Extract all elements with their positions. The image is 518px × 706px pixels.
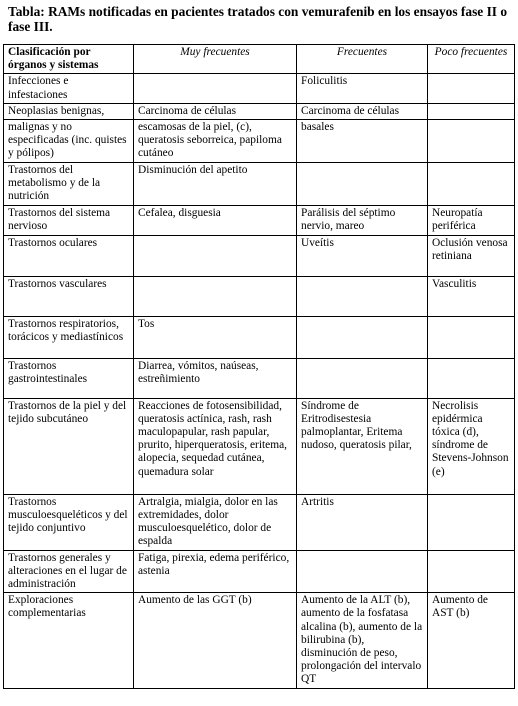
cell-muy-frecuentes: Carcinoma de células: [134, 103, 297, 119]
cell-muy-frecuentes: [134, 235, 297, 276]
table-row: [4, 550, 515, 593]
cell-soc: Trastornos oculares: [4, 235, 134, 276]
cell-frecuentes: Aumento de la ALT (b), aumento de la fosfatasa alcalina (b), aumento de la bilirubina (b), disminución de peso, prolongación del intervalo QT: [297, 593, 428, 689]
cell-muy-frecuentes: Reacciones de fotosensibilidad, queratosis actínica, rash, rash maculopapular, rash papular, prurito, hiperqueratosis, eritema, alopecia, sequedad cutánea, quemadura solar: [134, 398, 297, 494]
cell-soc: Exploraciones complementarias: [4, 593, 134, 689]
cell-soc: Trastornos vasculares: [4, 276, 134, 316]
cell-muy-frecuentes: Disminución del apetito: [134, 163, 297, 206]
table-row: [4, 163, 515, 206]
cell-frecuentes: [297, 550, 428, 593]
cell-muy-frecuentes: Fatiga, pirexia, edema periférico, astenia: [134, 550, 297, 593]
cell-poco-frecuentes: [428, 74, 515, 103]
cell-poco-frecuentes: [428, 358, 515, 398]
cell-soc: Trastornos respiratorios, torácicos y mediastínicos: [4, 316, 134, 358]
cell-muy-frecuentes: Aumento de las GGT (b): [134, 593, 297, 689]
cell-poco-frecuentes: [428, 550, 515, 593]
table-row: [4, 103, 515, 119]
cell-frecuentes: Parálisis del séptimo nervio, mareo: [297, 205, 428, 235]
cell-frecuentes: Carcinoma de células: [297, 103, 428, 119]
cell-soc: Trastornos musculoesqueléticos y del tejido conjuntivo: [4, 494, 134, 550]
column-header-muy-frecuentes: Muy frecuentes: [134, 45, 297, 74]
cell-muy-frecuentes: [134, 276, 297, 316]
cell-frecuentes: [297, 316, 428, 358]
cell-poco-frecuentes: [428, 316, 515, 358]
cell-poco-frecuentes: Oclusión venosa retiniana: [428, 235, 515, 276]
cell-frecuentes: Foliculitis: [297, 74, 428, 103]
table-row: [4, 593, 515, 689]
cell-frecuentes: [297, 276, 428, 316]
cell-muy-frecuentes: escamosas de la piel, (c), queratosis seborreica, papiloma cutáneo: [134, 120, 297, 163]
adverse-reactions-table: [3, 44, 515, 689]
table-row: [4, 276, 515, 316]
cell-muy-frecuentes: Tos: [134, 316, 297, 358]
table-row: [4, 74, 515, 103]
cell-poco-frecuentes: Vasculitis: [428, 276, 515, 316]
cell-soc: Trastornos de la piel y del tejido subcutáneo: [4, 398, 134, 494]
cell-poco-frecuentes: Aumento de AST (b): [428, 593, 515, 689]
cell-frecuentes: basales: [297, 120, 428, 163]
cell-muy-frecuentes: Artralgia, mialgia, dolor en las extremidades, dolor musculoesquelético, dolor de espalda: [134, 494, 297, 550]
table-row: [4, 235, 515, 276]
cell-soc: Trastornos del metabolismo y de la nutrición: [4, 163, 134, 206]
cell-soc: Trastornos gastrointestinales: [4, 358, 134, 398]
column-header-soc: Clasificación por órganos y sistemas: [4, 45, 134, 74]
cell-muy-frecuentes: Diarrea, vómitos, naúseas, estreñimiento: [134, 358, 297, 398]
table-row: [4, 358, 515, 398]
cell-poco-frecuentes: Necrolisis epidérmica tóxica (d), síndrome de Stevens-Johnson (e): [428, 398, 515, 494]
cell-soc: Infecciones e infestaciones: [4, 74, 134, 103]
cell-poco-frecuentes: [428, 494, 515, 550]
table-row: [4, 205, 515, 235]
table-header-row: [4, 45, 515, 74]
column-header-poco-frecuentes: Poco frecuentes: [428, 45, 515, 74]
table-row: [4, 398, 515, 494]
cell-muy-frecuentes: Cefalea, disguesia: [134, 205, 297, 235]
table-row: [4, 120, 515, 163]
cell-frecuentes: [297, 358, 428, 398]
cell-soc: Trastornos generales y alteraciones en el lugar de administración: [4, 550, 134, 593]
cell-frecuentes: Uveítis: [297, 235, 428, 276]
cell-poco-frecuentes: [428, 120, 515, 163]
column-header-frecuentes: Frecuentes: [297, 45, 428, 74]
cell-poco-frecuentes: [428, 103, 515, 119]
table-row: [4, 494, 515, 550]
table-title: Tabla: RAMs notificadas en pacientes tratados con vemurafenib en los ensayos fase II o fase III.: [8, 4, 508, 34]
cell-muy-frecuentes: [134, 74, 297, 103]
table-row: [4, 316, 515, 358]
cell-soc: malignas y no especificadas (inc. quistes y pólipos): [4, 120, 134, 163]
cell-frecuentes: [297, 163, 428, 206]
cell-soc: Trastornos del sistema nervioso: [4, 205, 134, 235]
cell-poco-frecuentes: Neuropatía periférica: [428, 205, 515, 235]
cell-frecuentes: Artritis: [297, 494, 428, 550]
cell-soc: Neoplasias benignas,: [4, 103, 134, 119]
cell-frecuentes: Síndrome de Eritrodisestesia palmoplantar, Eritema nudoso, queratosis pilar,: [297, 398, 428, 494]
cell-poco-frecuentes: [428, 163, 515, 206]
